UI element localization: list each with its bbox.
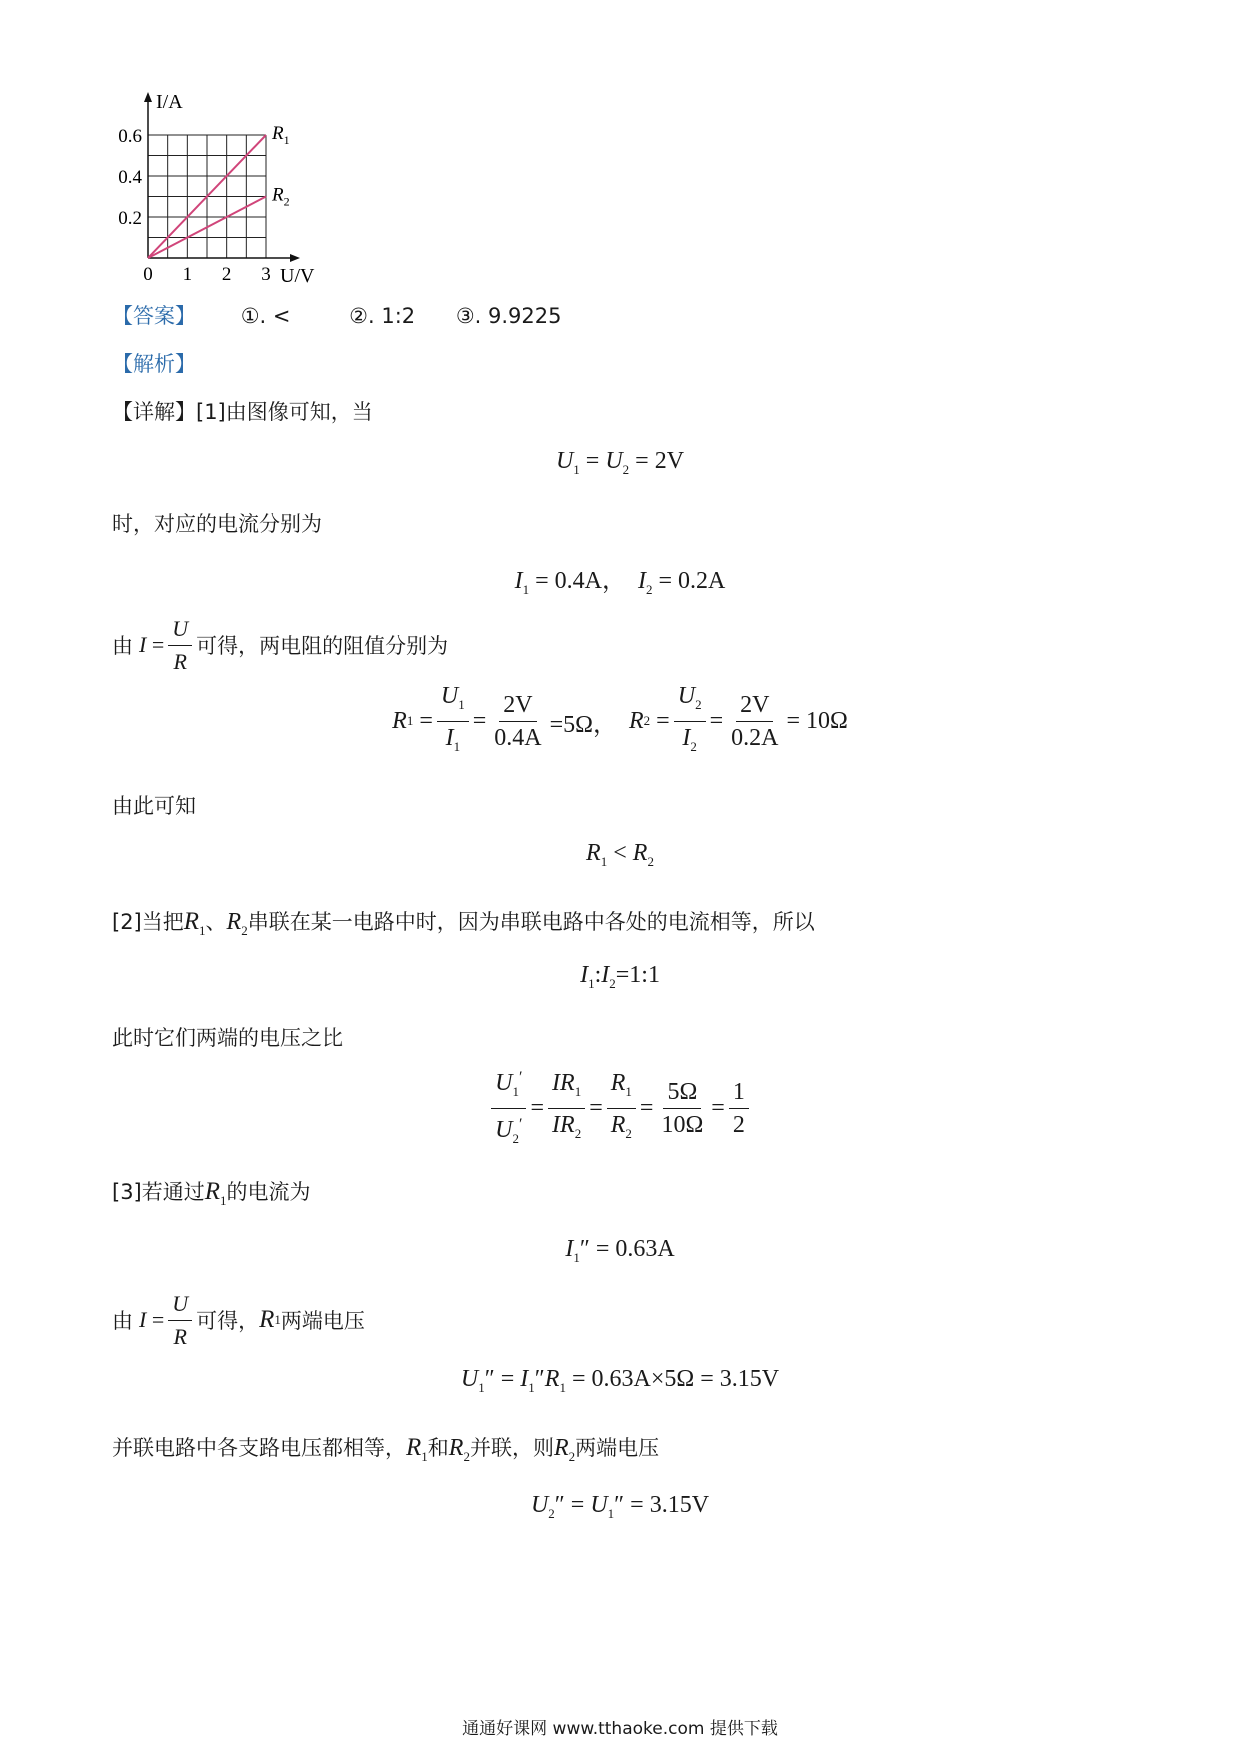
y-tick-label: 0.6 xyxy=(118,126,142,147)
x-axis-arrow xyxy=(290,254,300,262)
equation-2: $I_1 = 0.4A$， $I_2 = 0.2A$ xyxy=(514,568,726,597)
answer-item-1: ①. < xyxy=(240,304,291,328)
detail-line-7: [3]若通过$R_1$的电流为 xyxy=(112,1178,311,1208)
text-p3-pre: 由 xyxy=(112,634,133,658)
eq-3-num-2: 2V xyxy=(736,691,773,722)
x-tick-label: 1 xyxy=(182,264,193,285)
text-p9-d: 两端电压 xyxy=(575,1436,660,1460)
text-p8-post: 两端电压 xyxy=(280,1309,365,1333)
detail-label: 【详解】 xyxy=(112,400,196,424)
text-p5-a: [2]当把 xyxy=(112,910,184,934)
text-p9-a: 并联电路中各支路电压都相等， xyxy=(112,1436,406,1460)
equation-8: $U_1'' = I_1''R_1 = 0.63A\times 5\Omega = 3.15V$ xyxy=(460,1366,780,1395)
iu-graph xyxy=(108,92,348,292)
text-p1: [1]由图像可知，当 xyxy=(196,400,373,424)
text-p3-post: 可得，两电阻的阻值分别为 xyxy=(196,634,449,658)
text-p9-b: 和 xyxy=(427,1436,449,1460)
equation-5: $I_1:I_2=1:1$ xyxy=(580,962,660,991)
eq-6-ratio-den: 2 xyxy=(732,1111,745,1138)
text-p8-mid: 可得， xyxy=(196,1309,260,1333)
eq-8-value: = 0.63A×5Ω = 3.15V xyxy=(571,1366,780,1392)
series-label-r2: $R_2$ xyxy=(272,184,290,209)
eq-5-value: =1:1 xyxy=(615,962,660,988)
text-p5-c: 串联在某一电路中时，因为串联电路中各处的电流相等，所以 xyxy=(247,910,815,934)
y-tick-label: 0.2 xyxy=(118,208,142,229)
x-tick-label: 3 xyxy=(261,264,271,285)
eq-3-r1-value: =5Ω， xyxy=(549,711,617,738)
x-tick-label: 2 xyxy=(221,264,232,285)
equation-9: $U_2'' = U_1'' = 3.15V$ xyxy=(530,1492,710,1521)
detail-line-1 xyxy=(112,396,373,426)
eq-3-den-2: 0.2A xyxy=(731,724,779,751)
y-axis-arrow xyxy=(144,92,152,102)
eq-2-b: = 0.2A xyxy=(658,568,726,594)
eq-6-num: 5Ω xyxy=(663,1078,701,1109)
y-axis-label: I/A xyxy=(156,92,183,113)
detail-line-4: 由此可知 xyxy=(112,794,196,818)
x-tick-label: 0 xyxy=(143,264,153,285)
answer-item-2: ②. 1:2 xyxy=(349,304,416,328)
answer-label: 【答案】 xyxy=(112,304,196,328)
analysis-label: 【解析】 xyxy=(112,352,196,376)
text-p7-a: [3]若通过 xyxy=(112,1180,205,1204)
detail-line-6: 此时它们两端的电压之比 xyxy=(112,1026,343,1050)
equation-4: $R_1 < R_2$ xyxy=(586,840,654,869)
text-p8-pre: 由 xyxy=(112,1309,133,1333)
eq-7-value: = 0.63A xyxy=(595,1236,675,1262)
equation-6: $\frac{U_1'}{U_2'}$ = $\frac{IR_1}{IR_2}$ = $\frac{R_1}{R_2}$ = $\frac{5\Omega}{10\Omega}$ = $\frac{1}{2}$ xyxy=(0,1070,1240,1146)
eq-3-den-1: 0.4A xyxy=(494,724,542,751)
text-p5-b: 、 xyxy=(205,910,227,934)
equation-1: $U_1 = U_2 = 2V$ xyxy=(555,448,685,477)
equation-3: R 1 = $\frac{U_1}{I_1}$ = $\frac{2V}{0.4A}$ =5Ω， R 2 = $\frac{U_2}{I_2}$ = $\frac{2V}{0.2A}$ = 10Ω xyxy=(392,682,848,754)
page-footer: 通通好课网 www.tthaoke.com 提供下载 xyxy=(462,1719,778,1739)
detail-line-3: 由 I = $\frac{U}{R}$ 可得，两电阻的阻值分别为 xyxy=(112,615,449,674)
x-axis-label: U/V xyxy=(280,265,315,287)
eq-3-num-1: 2V xyxy=(499,691,536,722)
text-p9-c: 并联，则 xyxy=(469,1436,554,1460)
eq-1-value: = 2V xyxy=(635,448,685,474)
eq-6-ratio-num: 1 xyxy=(729,1078,749,1109)
detail-line-9: 并联电路中各支路电压都相等，$R_1$和$R_2$并联，则$R_2$两端电压 xyxy=(112,1434,660,1464)
answer-item-3: ③. 9.9225 xyxy=(455,304,562,328)
graph-axes xyxy=(144,92,315,287)
detail-line-8: 由 I = $\frac{U}{R}$ 可得， R 1 两端电压 xyxy=(112,1290,365,1349)
eq-2-a: = 0.4A， xyxy=(535,568,626,594)
eq-6-den: 10Ω xyxy=(661,1111,704,1138)
text-p7-b: 的电流为 xyxy=(226,1180,311,1204)
detail-line-5: [2]当把$R_1$、$R_2$串联在某一电路中时，因为串联电路中各处的电流相等，所以 xyxy=(112,908,815,938)
answer-row xyxy=(112,300,561,330)
y-tick-label: 0.4 xyxy=(118,167,142,188)
detail-line-2: 时，对应的电流分别为 xyxy=(112,512,322,536)
equation-7: $I_1'' = 0.63A$ xyxy=(565,1236,675,1265)
eq-3-r2-value: = 10Ω xyxy=(786,707,848,734)
series-label-r1: $R_1$ xyxy=(272,123,290,147)
eq-9-value: = 3.15V xyxy=(630,1492,710,1518)
